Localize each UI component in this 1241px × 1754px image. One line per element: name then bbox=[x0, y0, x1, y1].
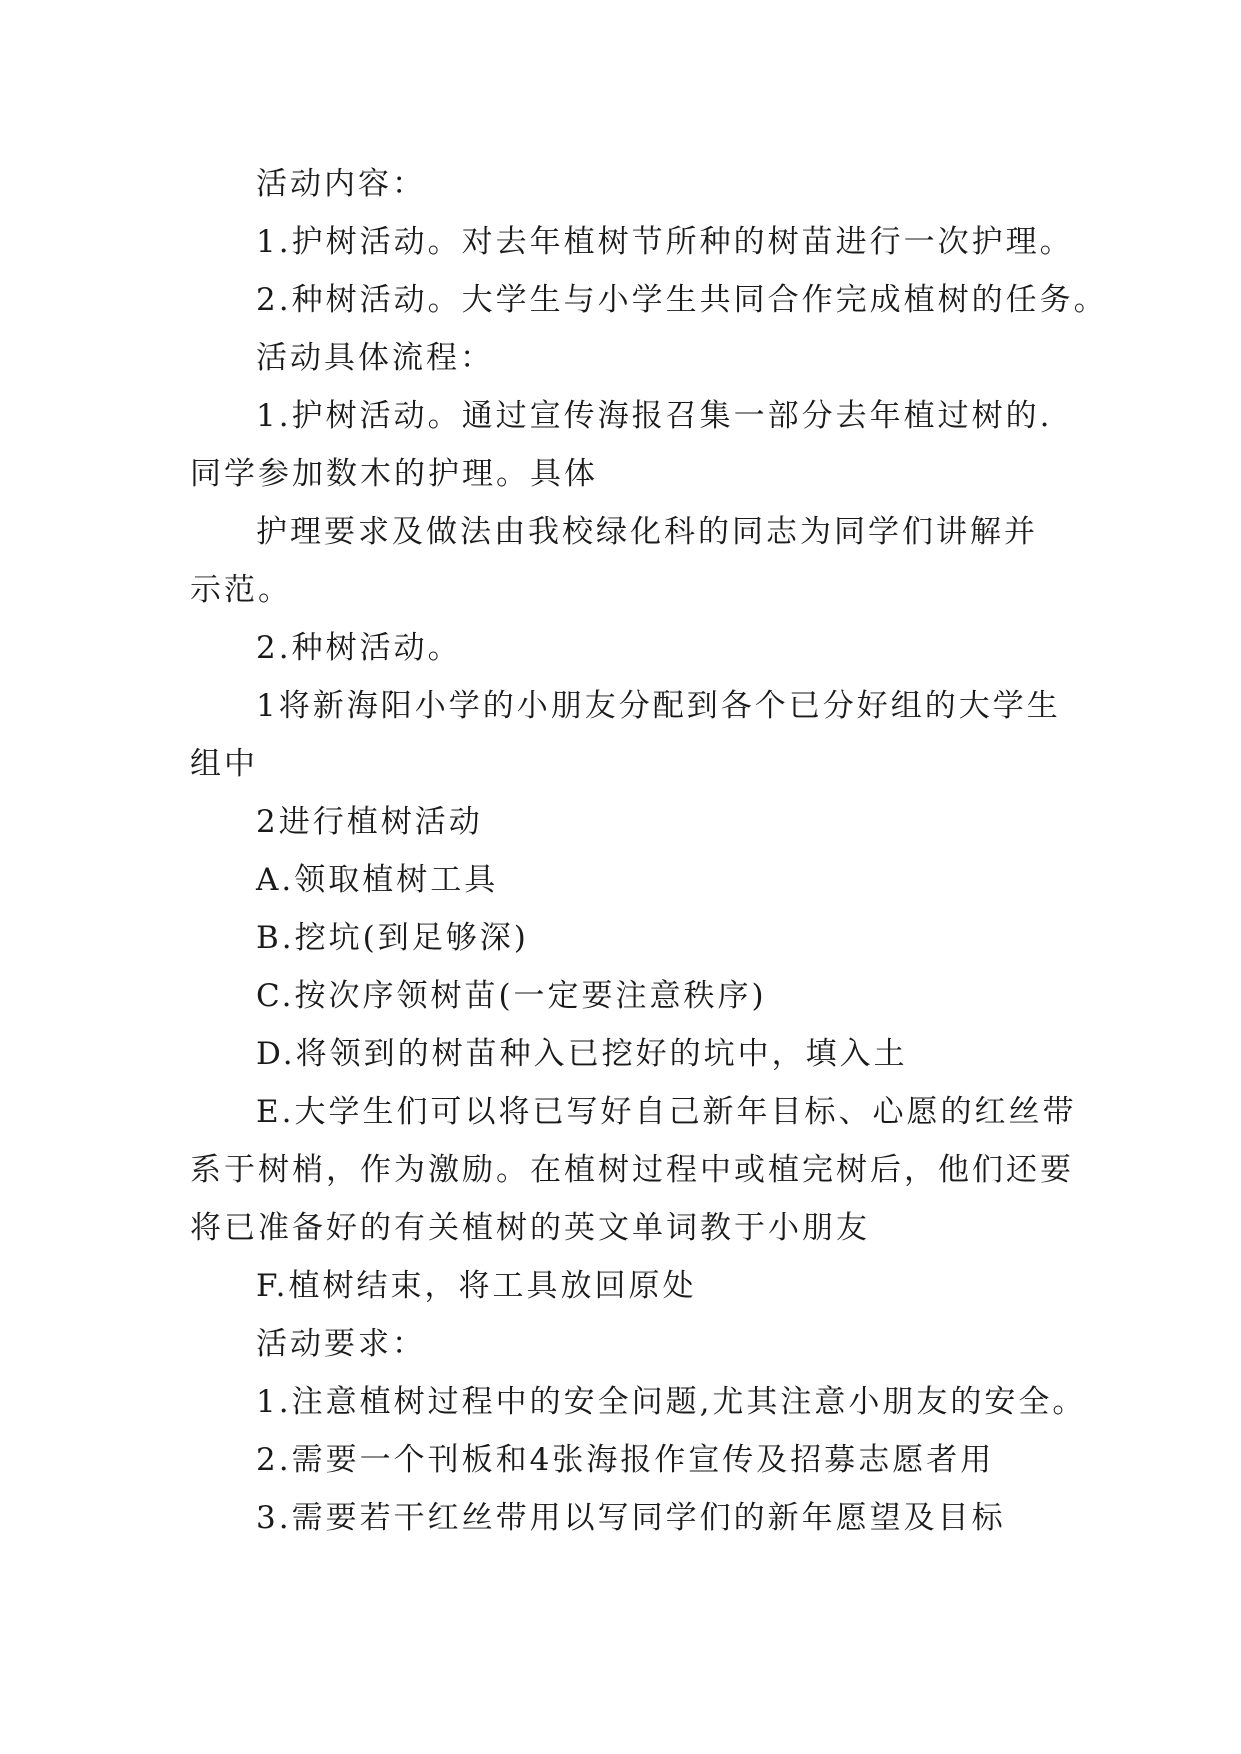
text-line: 2进行植树活动 bbox=[256, 804, 483, 840]
text-line: 活动内容： bbox=[256, 166, 426, 202]
text-line: C.按次序领树苗(一定要注意秩序) bbox=[256, 978, 767, 1014]
text-line: E.大学生们可以将已写好自己新年目标、心愿的红丝带 bbox=[256, 1094, 1077, 1130]
text-line: 1.护树活动。通过宣传海报召集一部分去年植过树的. bbox=[256, 398, 1053, 434]
text-line: 示范。 bbox=[190, 572, 292, 608]
text-line: 组中 bbox=[190, 746, 258, 782]
text-line: 将已准备好的有关植树的英文单词教于小朋友 bbox=[190, 1210, 870, 1246]
text-line: 2.种树活动。大学生与小学生共同合作完成植树的任务。 bbox=[256, 282, 1108, 318]
text-line: 1.护树活动。对去年植树节所种的树苗进行一次护理。 bbox=[256, 224, 1074, 260]
text-line: A.领取植树工具 bbox=[256, 862, 499, 898]
document-body bbox=[190, 155, 1108, 1547]
text-line: 1.注意植树过程中的安全问题,尤其注意小朋友的安全。 bbox=[256, 1384, 1087, 1420]
text-line: 2.种树活动。 bbox=[256, 630, 462, 666]
text-line: 护理要求及做法由我校绿化科的同志为同学们讲解并 bbox=[256, 514, 1038, 550]
text-line: B.挖坑(到足够深) bbox=[256, 920, 529, 956]
text-line: D.将领到的树苗种入已挖好的坑中，填入土 bbox=[256, 1036, 908, 1072]
text-line: 活动要求： bbox=[256, 1326, 426, 1362]
text-line: F.植树结束，将工具放回原处 bbox=[256, 1268, 697, 1304]
text-line: 系于树梢，作为激励。在植树过程中或植完树后，他们还要 bbox=[190, 1152, 1074, 1188]
text-line: 2.需要一个刊板和4张海报作宣传及招募志愿者用 bbox=[256, 1442, 995, 1478]
text-line: 同学参加数木的护理。具体 bbox=[190, 456, 598, 492]
text-line: 3.需要若干红丝带用以写同学们的新年愿望及目标 bbox=[256, 1500, 1006, 1536]
text-line: 1将新海阳小学的小朋友分配到各个已分好组的大学生 bbox=[256, 688, 1061, 724]
text-line: 活动具体流程： bbox=[256, 340, 494, 376]
